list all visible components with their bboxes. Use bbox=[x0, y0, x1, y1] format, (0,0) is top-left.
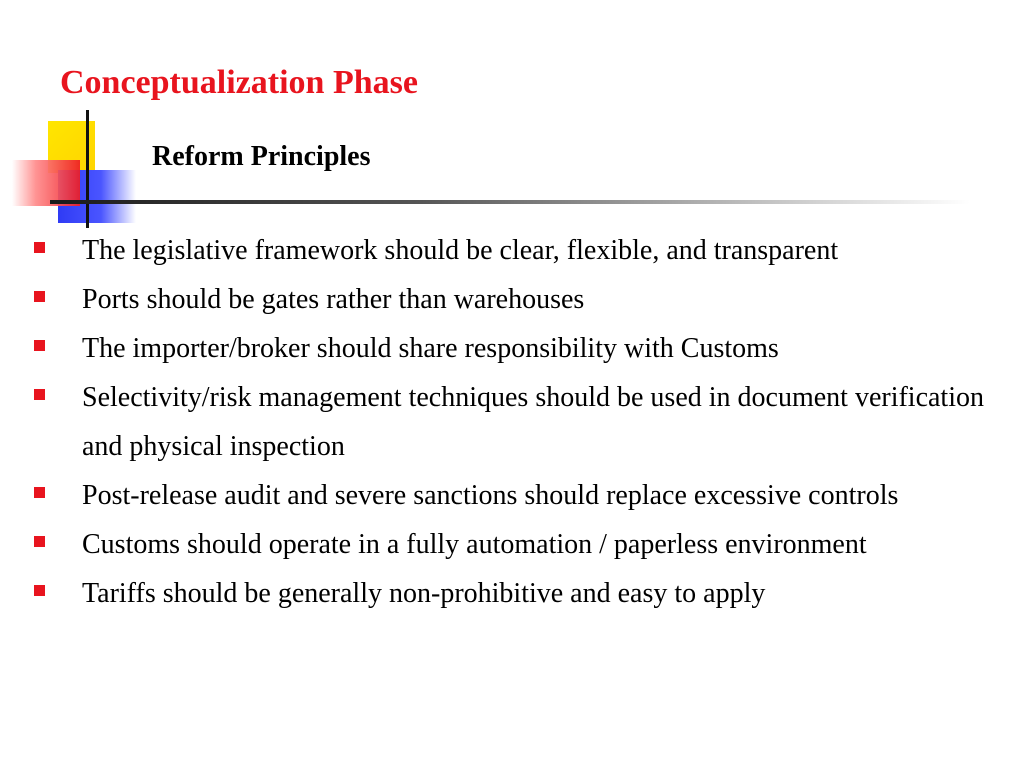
bullet-item bbox=[0, 520, 1022, 569]
bullet-text: Ports should be gates rather than warehouses bbox=[82, 284, 585, 315]
red-square-bullet-icon bbox=[34, 487, 45, 498]
red-square-bullet-icon bbox=[34, 585, 45, 596]
header-divider bbox=[50, 200, 970, 204]
bullet-text: Tariffs should be generally non-prohibitive and easy to apply bbox=[82, 578, 766, 609]
bullet-item bbox=[0, 324, 1022, 373]
bullet-item bbox=[0, 569, 1022, 618]
bullet-item bbox=[0, 471, 1022, 520]
slide-logo-decoration bbox=[0, 100, 160, 230]
bullet-item bbox=[0, 373, 1022, 471]
red-square-bullet-icon bbox=[34, 389, 45, 400]
slide-title: Conceptualization Phase bbox=[60, 64, 418, 101]
bullet-text: Customs should operate in a fully automation / paperless environment bbox=[82, 529, 867, 560]
red-square-bullet-icon bbox=[34, 242, 45, 253]
bullet-item bbox=[0, 275, 1022, 324]
bullet-list bbox=[0, 226, 1024, 618]
red-square-bullet-icon bbox=[34, 291, 45, 302]
bullet-text: Post-release audit and severe sanctions should replace excessive controls bbox=[82, 480, 899, 511]
red-square-bullet-icon bbox=[34, 536, 45, 547]
red-square-bullet-icon bbox=[34, 340, 45, 351]
bullet-item bbox=[0, 226, 1022, 275]
bullet-text: The legislative framework should be clear, flexible, and transparent bbox=[82, 235, 839, 266]
bullet-text: Selectivity/risk management techniques should be used in document verification and physical inspection bbox=[82, 382, 984, 462]
logo-vertical-line bbox=[86, 110, 89, 228]
slide-subtitle: Reform Principles bbox=[152, 141, 371, 172]
bullet-text: The importer/broker should share responsibility with Customs bbox=[82, 333, 779, 364]
